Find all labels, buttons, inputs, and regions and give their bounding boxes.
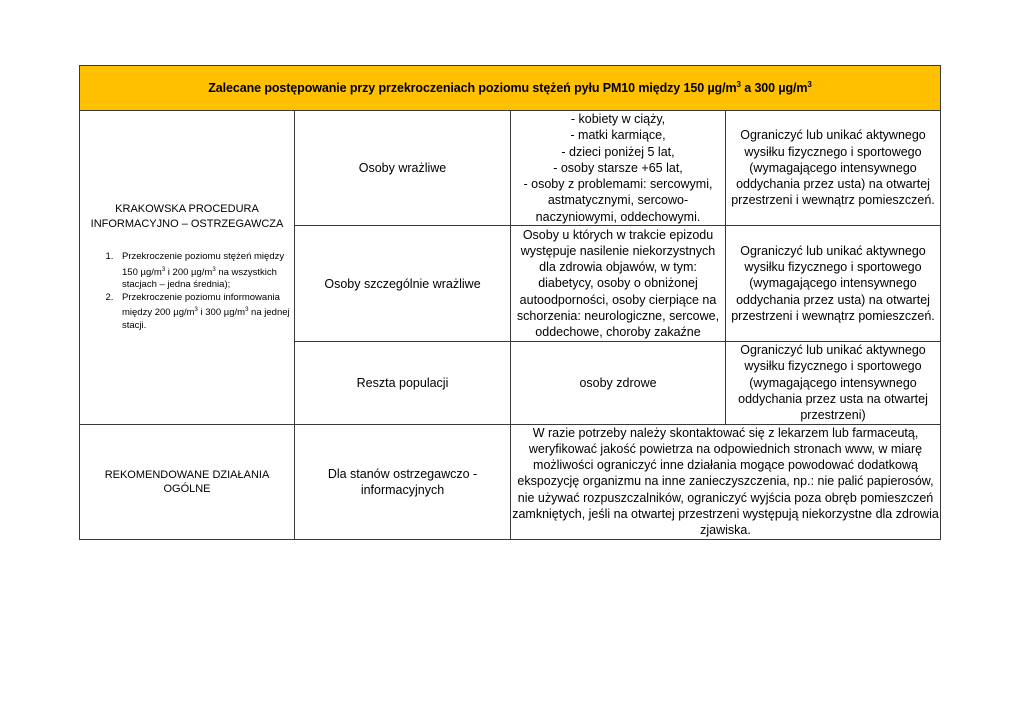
- procedure-item-text: Przekroczenie poziomu informowania między 200 µg/m: [122, 291, 280, 319]
- table-row: [80, 424, 941, 539]
- action-especially-sensitive: [726, 226, 941, 342]
- table-row: [80, 111, 941, 226]
- procedure-item-superscript: 3: [161, 266, 166, 273]
- action-sensitive: [726, 111, 941, 226]
- action-text: Ograniczyć lub unikać aktywnego wysiłku fizycznego i sportowego (wymagającego intensywnego oddychania przez usta) na otwartej przestrzeni i wewnątrz pomieszczeń.: [731, 243, 935, 324]
- title-mid: a 300 µg/m: [740, 81, 808, 96]
- group-especially-sensitive: Osoby szczególnie wrażliwe: [295, 226, 511, 342]
- description-especially-sensitive: [511, 226, 726, 342]
- action-text: Ograniczyć lub unikać aktywnego wysiłku fizycznego i sportowego (wymagającego intensywnego oddychania przez usta) na otwartej przestrzeni i wewnątrz pomieszczeń.: [731, 128, 935, 208]
- procedure-item-text: i 300 µg/m: [197, 307, 246, 319]
- description-sensitive: [511, 111, 726, 226]
- description-text: osoby zdrowe: [579, 375, 657, 390]
- procedure-item: [116, 251, 294, 292]
- title-superscript-2: 3: [807, 80, 812, 90]
- header-row: [80, 66, 941, 111]
- description-text: Osoby u których w trakcie epizodu występuje nasilenie niekorzystnych dla zdrowia objawów, w tym: diabetycy, osoby o obniżonej autoodporności, osoby cierpiące na schorzenia: neurologiczne, sercowe, oddechowe, choroby zakaźne: [516, 227, 720, 340]
- table-title: [80, 66, 941, 111]
- general-description: W razie potrzeby należy skontaktować się z lekarzem lub farmaceutą, weryfikować jakość powietrza na odpowiednich stronach www, w miarę możliwości ograniczyć inne działania mogące powodować dodatkową ekspozycję organizmu na inne zanieczyszczenia, np.: nie palić papierosów, nie używać rozpuszczalników, ograniczyć wyjścia poza obręb pomieszczeń zamkniętych, jeśli na otwartej przestrzeni występują niekorzystne dla zdrowia zjawiska.: [512, 425, 939, 538]
- procedure-item-superscript: 3: [212, 266, 216, 273]
- title-main: Zalecane postępowanie przy przekroczeniach poziomu stężeń pyłu PM10 między 150 µg/m: [208, 81, 737, 96]
- description-text: - kobiety w ciąży, - matki karmiące, - dzieci poniżej 5 lat, - osoby starsze +65 lat, - osoby z problemami: sercowymi, astmatycznymi, sercowo-naczyniowymi, oddechowymi.: [523, 112, 713, 224]
- procedure-item-text: na jednej stacji.: [122, 307, 290, 331]
- procedure-item-text: na wszystkich stacjach – jedna średnia);: [122, 266, 277, 291]
- procedure-item: [116, 292, 294, 333]
- action-rest-population: [726, 342, 941, 424]
- description-rest-population: [511, 342, 726, 424]
- group-rest-population: Reszta populacji: [295, 342, 511, 424]
- procedure-item-text: Przekroczenie poziomu stężeń między 150 µg/m: [122, 251, 285, 278]
- procedure-item-superscript: 3: [245, 307, 249, 314]
- procedure-title: KRAKOWSKA PROCEDURA INFORMACYJNO – OSTRZEGAWCZA: [90, 203, 284, 230]
- recommendations-table: [79, 65, 941, 540]
- title-superscript-1: 3: [736, 80, 741, 90]
- general-group: Dla stanów ostrzegawczo - informacyjnych: [295, 424, 511, 539]
- procedure-item-text: i 200 µg/m: [165, 266, 213, 278]
- action-text: Ograniczyć lub unikać aktywnego wysiłku fizycznego i sportowego (wymagającego intensywnego oddychania przez usta na otwartej przestrzeni): [738, 343, 928, 423]
- procedure-list: [80, 251, 294, 332]
- general-recommendations-label: REKOMENDOWANE DZIAŁANIA OGÓLNE: [80, 424, 295, 539]
- procedure-cell: [80, 111, 295, 425]
- procedure-item-superscript: 3: [194, 307, 198, 314]
- group-sensitive: Osoby wrażliwe: [295, 111, 511, 226]
